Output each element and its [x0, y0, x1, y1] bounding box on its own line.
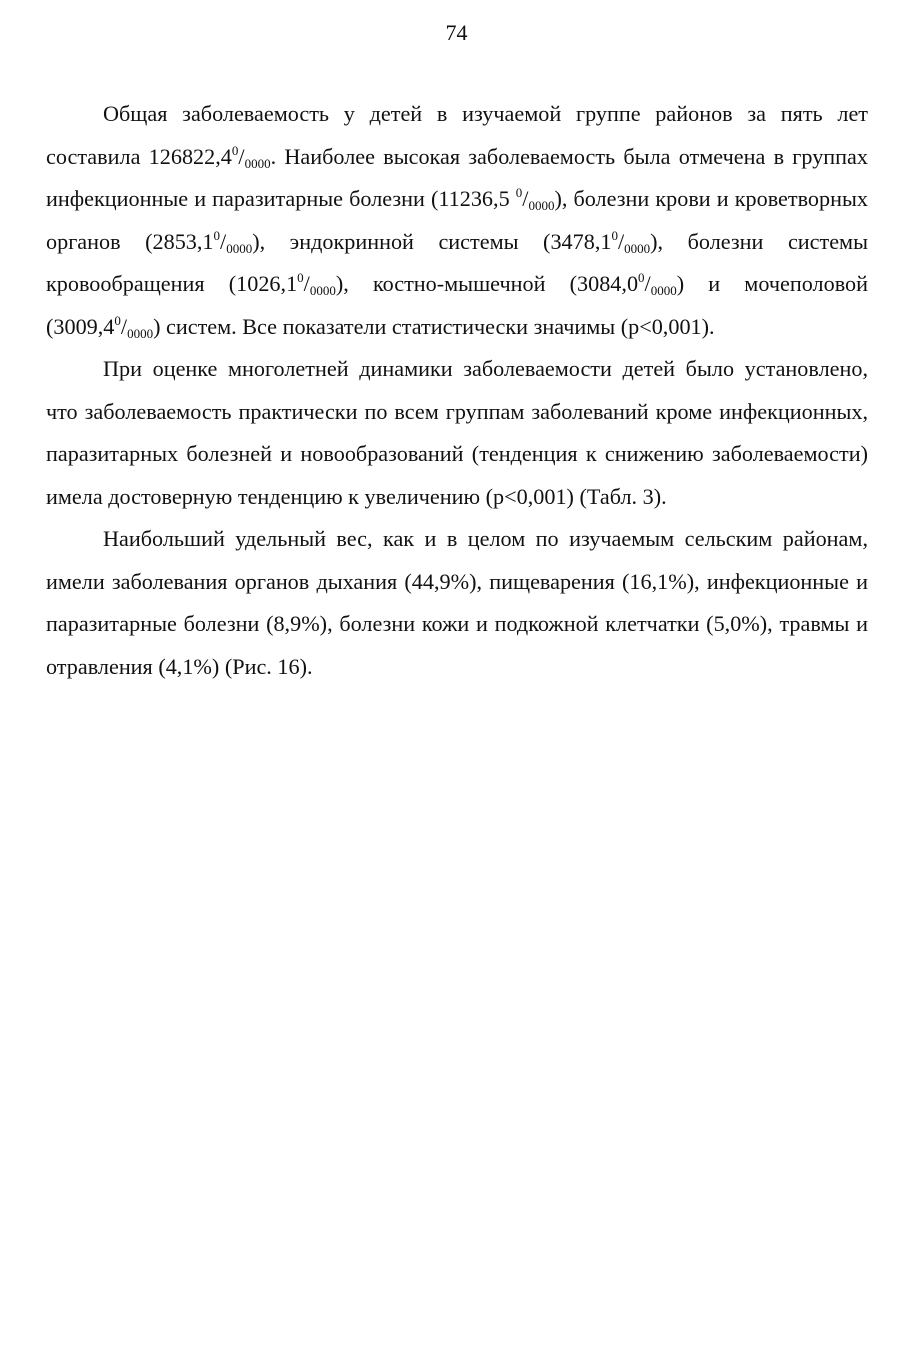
- text-run: ), костно-мышечной (3084,0: [335, 271, 639, 296]
- subscript: 0000: [528, 198, 555, 213]
- superscript: 0: [114, 312, 121, 328]
- text-run: /: [522, 186, 529, 211]
- subscript: 0000: [309, 283, 336, 298]
- paragraph-3: [46, 518, 868, 688]
- subscript: 0000: [244, 155, 271, 171]
- subscript: 0000: [650, 283, 677, 298]
- text-run: /: [238, 143, 245, 169]
- text-run: . Наиболее высокая заболеваемость была отмечена в группах инфекционные и паразитарные болезни (11236,5: [46, 143, 868, 211]
- text-run: ) и мочеполовой (3009,4: [46, 271, 869, 339]
- text-run: /: [220, 228, 227, 254]
- superscript: 0: [297, 270, 304, 285]
- paragraph-1: [46, 93, 868, 348]
- text-run: /: [617, 228, 625, 254]
- paragraph-2: [46, 348, 868, 518]
- superscript: 0: [231, 142, 239, 158]
- page-number: 74: [445, 20, 468, 45]
- text-run: /: [644, 271, 651, 296]
- superscript: 0: [213, 227, 221, 243]
- text-run: ), эндокринной системы (3478,1: [252, 228, 612, 254]
- text-run: /: [120, 313, 128, 339]
- text-run: ), болезни системы кровообращения (1026,1: [46, 228, 869, 296]
- superscript: 0: [638, 270, 645, 285]
- text-run: ), болезни крови и кроветворных органов (2853,1: [46, 186, 868, 254]
- text-run: ) систем. Все показатели статистически значимы (p<0,001).: [153, 313, 715, 339]
- subscript: 0000: [127, 325, 154, 341]
- superscript: 0: [515, 185, 523, 200]
- text-run: /: [303, 271, 310, 296]
- text-run: Общая заболеваемость у детей в изучаемой группе районов за пять лет составила 126822,4: [46, 101, 868, 169]
- body-text: [46, 93, 868, 688]
- subscript: 0000: [226, 240, 253, 256]
- subscript: 0000: [624, 240, 651, 256]
- superscript: 0: [611, 227, 618, 243]
- text-run: При оценке многолетней динамики заболеваемости детей было установлено, что заболеваемость практически по всем группам заболеваний кроме инфекционных, паразитарных болезней и новообразований (тенденция к снижению заболеваемости) имела достоверную тенденцию к увеличению (p<0,001) (Табл. 3).: [46, 356, 868, 509]
- text-run: Наибольший удельный вес, как и в целом по изучаемым сельским районам, имели заболевания органов дыхания (44,9%), пищеварения (16,1%), инфекционные и паразитарные болезни (8,9%), болезни кожи и подкожной клетчатки (5,0%), травмы и отравления (4,1%) (Рис. 16).: [46, 526, 868, 679]
